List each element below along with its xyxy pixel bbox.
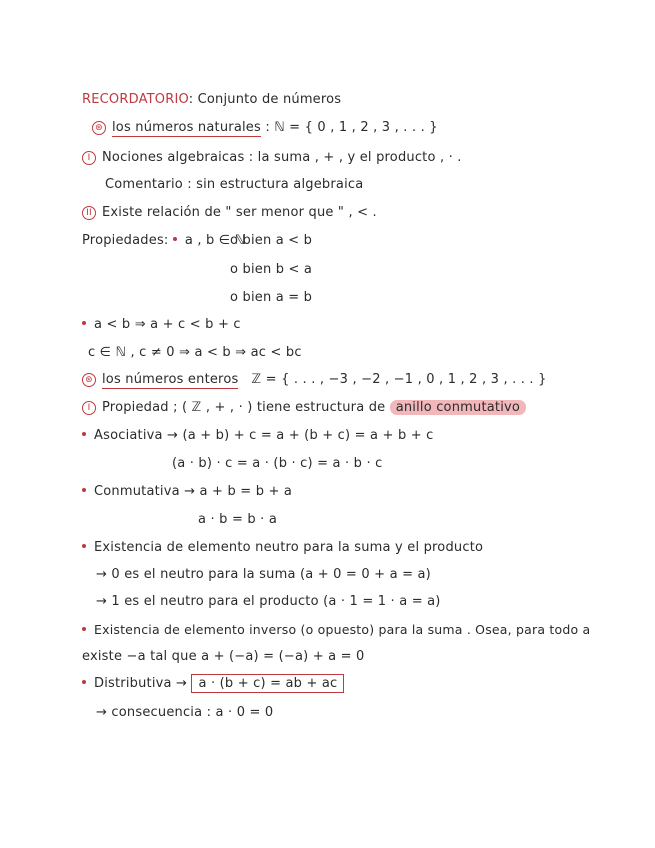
obien-line-3: o bien a = b bbox=[230, 290, 313, 305]
bullet-dot-icon bbox=[82, 432, 86, 436]
bullet-dot-icon bbox=[82, 321, 86, 325]
asociativa-line bbox=[82, 428, 434, 443]
asociativa-text: Asociativa → (a + b) + c = a + (b + c) = a + b + c bbox=[94, 428, 434, 443]
roman-two-icon: II bbox=[82, 206, 96, 220]
obien-line-1: o bien a < b bbox=[230, 233, 313, 248]
nociones-line bbox=[82, 150, 462, 165]
propiedades-line bbox=[82, 233, 245, 248]
comentario-line: Comentario : sin estructura algebraica bbox=[105, 177, 364, 192]
suma-text: a < b ⇒ a + c < b + c bbox=[94, 317, 241, 332]
naturales-def: : ℕ = { 0 , 1 , 2 , 3 , . . . } bbox=[265, 120, 438, 135]
conmutativa-line bbox=[82, 484, 292, 499]
anillo-highlight: anillo conmutativo bbox=[390, 400, 526, 415]
neutro-text: Existencia de elemento neutro para la suma y el producto bbox=[94, 540, 484, 555]
consecuencia-line: → consecuencia : a · 0 = 0 bbox=[96, 705, 274, 720]
title-label: RECORDATORIO bbox=[82, 92, 189, 107]
roman-one-icon: I bbox=[82, 401, 96, 415]
star-bullet-icon: ⊛ bbox=[92, 121, 106, 135]
distributiva-label: Distributiva → bbox=[94, 676, 192, 691]
conmutativa-text: Conmutativa → a + b = b + a bbox=[94, 484, 293, 499]
naturales-line bbox=[92, 120, 438, 135]
producto-line: c ∈ ℕ , c ≠ 0 ⇒ a < b ⇒ ac < bc bbox=[88, 345, 302, 360]
propiedad-text: Propiedad ; ( ℤ , + , · ) tiene estructura de bbox=[102, 400, 390, 415]
neutro-producto-line: → 1 es el neutro para el producto (a · 1 = 1 · a = a) bbox=[96, 594, 441, 609]
suma-line bbox=[82, 317, 241, 332]
enteros-def: ℤ = { . . . , −3 , −2 , −1 , 0 , 1 , 2 , 3 , . . . } bbox=[251, 372, 547, 387]
nociones-text: Nociones algebraicas : la suma , + , y el producto , · . bbox=[102, 150, 462, 165]
bullet-dot-icon bbox=[82, 680, 86, 684]
distributiva-box: a · (b + c) = ab + ac bbox=[191, 674, 344, 693]
bullet-dot-icon bbox=[173, 237, 177, 241]
title-line bbox=[82, 92, 341, 107]
star-bullet-icon: ⊛ bbox=[82, 373, 96, 387]
enteros-line bbox=[82, 372, 547, 387]
inverso-line bbox=[82, 622, 590, 637]
neutro-line bbox=[82, 540, 483, 555]
propiedades-set: a , b ∈ ℕ bbox=[184, 233, 246, 248]
bullet-dot-icon bbox=[82, 544, 86, 548]
propiedad-line bbox=[82, 400, 526, 415]
bullet-dot-icon bbox=[82, 488, 86, 492]
inverso-text: Existencia de elemento inverso (o opuesto) para la suma . Osea, para todo a bbox=[94, 622, 591, 637]
relacion-text: Existe relación de " ser menor que " , < . bbox=[102, 205, 377, 220]
naturales-label: los números naturales bbox=[112, 120, 261, 135]
bullet-dot-icon bbox=[82, 627, 86, 631]
obien-line-2: o bien b < a bbox=[230, 262, 313, 277]
propiedades-label: Propiedades: bbox=[82, 233, 173, 248]
enteros-label: los números enteros bbox=[102, 372, 239, 387]
title-rest: : Conjunto de números bbox=[188, 92, 342, 107]
conmutativa-line-2: a · b = b · a bbox=[198, 512, 277, 527]
distributiva-line bbox=[82, 676, 344, 691]
roman-one-icon: I bbox=[82, 151, 96, 165]
asociativa-line-2: (a · b) · c = a · (b · c) = a · b · c bbox=[172, 456, 383, 471]
inverso-line-2: existe −a tal que a + (−a) = (−a) + a = 0 bbox=[82, 649, 365, 664]
relacion-line bbox=[82, 205, 377, 220]
neutro-suma-line: → 0 es el neutro para la suma (a + 0 = 0 + a = a) bbox=[96, 567, 431, 582]
